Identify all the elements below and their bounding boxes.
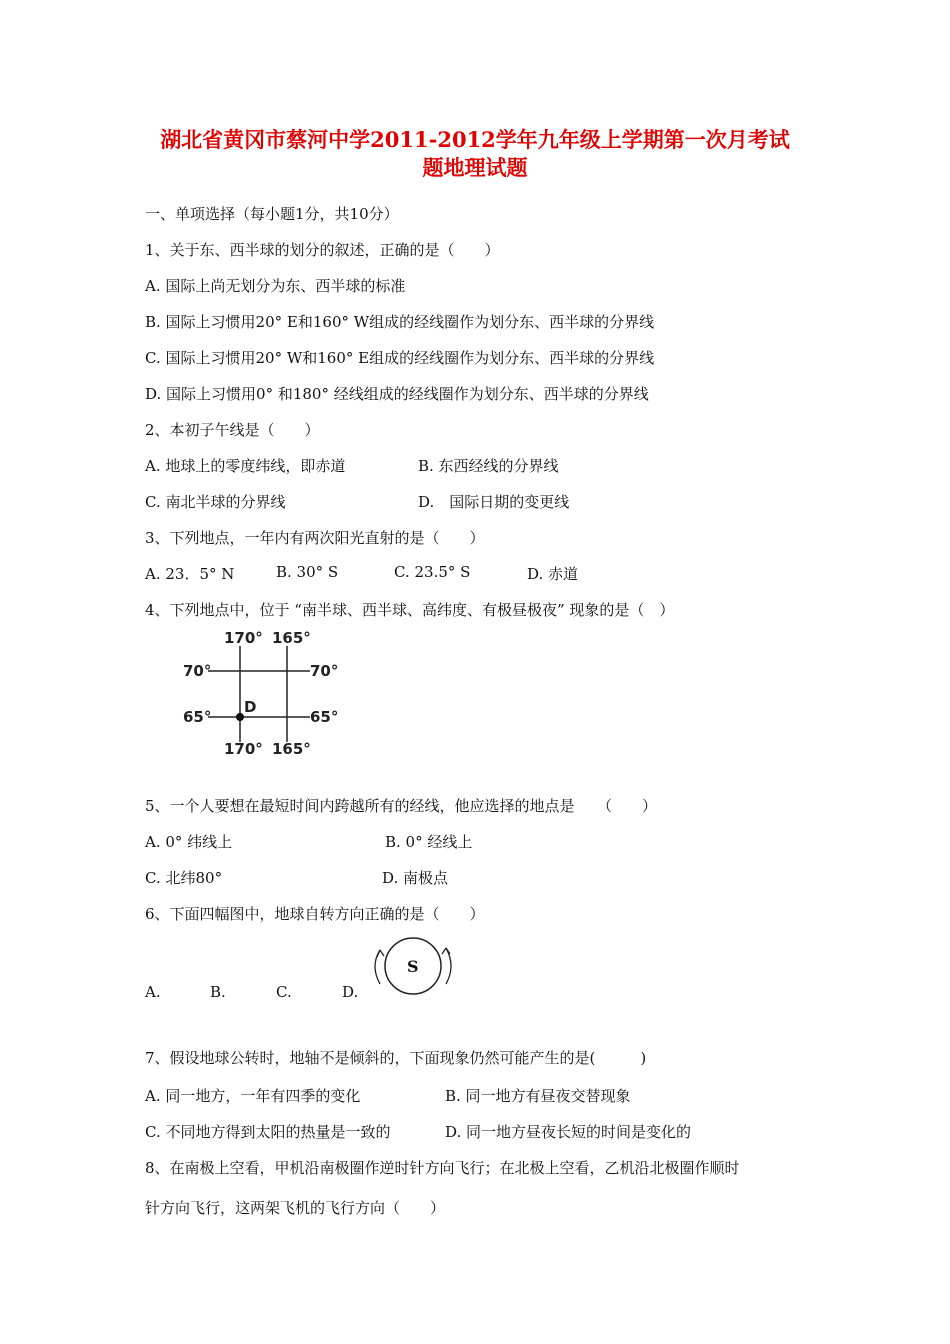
q7-option-c: C. 不同地方得到太阳的热量是一致的 — [145, 1123, 391, 1141]
q7-option-b: B. 同一地方有昼夜交替现象 — [445, 1087, 631, 1105]
q1-stem: 1、关于东、西半球的划分的叙述，正确的是（ ） — [145, 241, 500, 259]
q4-grid-diagram — [180, 624, 350, 764]
q4-stem: 4、下列地点中，位于 “南半球、西半球、高纬度、有极昼极夜” 现象的是（ ） — [145, 601, 675, 619]
section-heading: 一、单项选择（每小题1分，共10分） — [145, 205, 399, 223]
label-bottom-170: 170° — [224, 740, 263, 758]
label-point-d: D — [244, 698, 257, 716]
label-left-70: 70° — [183, 662, 212, 680]
q5-option-a: A. 0° 纬线上 — [145, 833, 233, 851]
q6-stem: 6、下面四幅图中，地球自转方向正确的是（ ） — [145, 905, 485, 923]
q7-option-d: D. 同一地方昼夜长短的时间是变化的 — [445, 1123, 692, 1141]
q3-option-b: B. 30° S — [276, 563, 339, 581]
label-right-65: 65° — [310, 708, 339, 726]
page-title-line-2: 题地理试题 — [422, 155, 528, 180]
q8-stem-line-1: 8、在南极上空看，甲机沿南极圈作逆时针方向飞行；在北极上空看，乙机沿北极圈作顺时 — [145, 1159, 740, 1177]
q8-stem-line-2: 针方向飞行，这两架飞机的飞行方向（ ） — [145, 1199, 446, 1217]
q3-stem: 3、下列地点，一年内有两次阳光直射的是（ ） — [145, 529, 485, 547]
q6-option-c: C. — [276, 983, 292, 1001]
q5-option-b: B. 0° 经线上 — [385, 833, 473, 851]
q1-option-d: D. 国际上习惯用0° 和180° 经线组成的经线圈作为划分东、西半球的分界线 — [145, 385, 649, 403]
q2-option-a: A. 地球上的零度纬线，即赤道 — [145, 457, 346, 475]
q2-stem: 2、本初子午线是（ ） — [145, 421, 320, 439]
q1-option-c: C. 国际上习惯用20° W和160° E组成的经线圈作为划分东、西半球的分界线 — [145, 349, 655, 367]
page-title-line-1: 湖北省黄冈市蔡河中学2011-2012学年九年级上学期第一次月考试 — [160, 127, 790, 152]
q6-option-d: D. — [342, 983, 359, 1001]
right-arrow-head-icon — [442, 948, 450, 954]
q1-option-b: B. 国际上习惯用20° E和160° W组成的经线圈作为划分东、西半球的分界线 — [145, 313, 655, 331]
q1-option-a: A. 国际上尚无划分为东、西半球的标准 — [145, 277, 406, 295]
label-bottom-165: 165° — [272, 740, 311, 758]
label-left-65: 65° — [183, 708, 212, 726]
q5-stem: 5、一个人要想在最短时间内跨越所有的经线，他应选择的地点是 （ ） — [145, 797, 658, 815]
q2-option-c: C. 南北半球的分界线 — [145, 493, 286, 511]
q5-option-d: D. 南极点 — [382, 869, 449, 887]
label-top-165: 165° — [272, 629, 311, 647]
q2-option-d: D. 国际日期的变更线 — [418, 493, 570, 511]
label-top-170: 170° — [224, 629, 263, 647]
label-right-70: 70° — [310, 662, 339, 680]
point-d-marker — [236, 713, 244, 721]
q3-option-a: A. 23．5° N — [145, 565, 235, 583]
q7-option-a: A. 同一地方，一年有四季的变化 — [145, 1087, 361, 1105]
q5-option-c: C. 北纬80° — [145, 869, 223, 887]
q3-option-d: D. 赤道 — [527, 565, 579, 583]
q7-stem: 7、假设地球公转时，地轴不是倾斜的，下面现象仍然可能产生的是( ) — [145, 1049, 647, 1067]
rotation-circle-diagram — [368, 932, 458, 1002]
left-arrow-head-icon — [377, 950, 384, 957]
q3-option-c: C. 23.5° S — [394, 563, 471, 581]
q6-option-a: A. — [145, 983, 161, 1001]
q6-option-b: B. — [210, 983, 226, 1001]
south-pole-label: S — [407, 957, 419, 976]
q2-option-b: B. 东西经线的分界线 — [418, 457, 559, 475]
